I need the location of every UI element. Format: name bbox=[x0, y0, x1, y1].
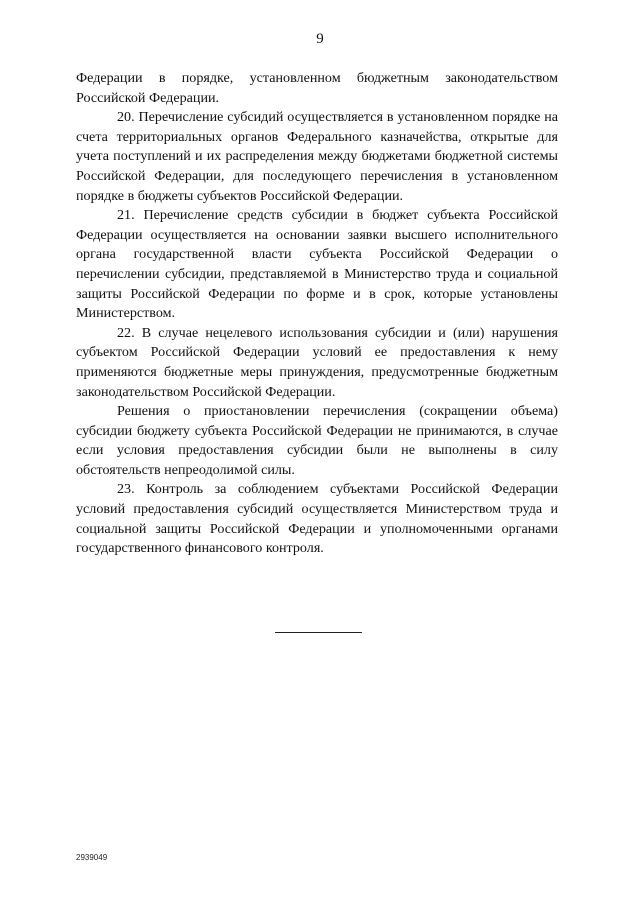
paragraph-suspension-decisions: Решения о приостановлении перечисления (сокращении объема) субсидии бюджету субъекта Российской Федерации не принимаются, в случае если условия предоставления субсидии были не выполнены в силу обстоятельств непреодолимой силы. bbox=[76, 403, 558, 478]
paragraph-22: 22. В случае нецелевого использования субсидии и (или) нарушения субъектом Российской Федерации условий ее предоставления к нему применяются бюджетные меры принуждения, предусмотренные бюджетным законодательством Российской Федерации. bbox=[76, 324, 558, 400]
paragraph-continuation: Федерации в порядке, установленном бюджетным законодательством Российской Федерации. bbox=[76, 70, 558, 106]
end-of-document-rule bbox=[275, 632, 362, 633]
page-number: 9 bbox=[316, 31, 324, 47]
paragraph-21: 21. Перечисление средств субсидии в бюджет субъекта Российской Федерации осуществляется на основании заявки высшего исполнительного органа государственной власти субъекта Российской Федерации о перечислении субсидии, представляемой в Министерство труда и социальной защиты Российской Федерации по форме и в срок, которые установлены Министерством. bbox=[76, 207, 558, 322]
document-body bbox=[76, 69, 558, 559]
paragraph-20: 20. Перечисление субсидий осуществляется в установленном порядке на счета территориальных органов Федерального казначейства, открытые для учета поступлений и их распределения между бюджетами бюджетной системы Российской Федерации, для последующего перечисления в установленном порядке в бюджеты субъектов Российской Федерации. bbox=[76, 109, 558, 204]
paragraph-23: 23. Контроль за соблюдением субъектами Российской Федерации условий предоставления субсидий осуществляется Министерством труда и социальной защиты Российской Федерации и уполномоченными органами государственного финансового контроля. bbox=[76, 481, 558, 557]
document-code: 2939049 bbox=[76, 853, 108, 862]
